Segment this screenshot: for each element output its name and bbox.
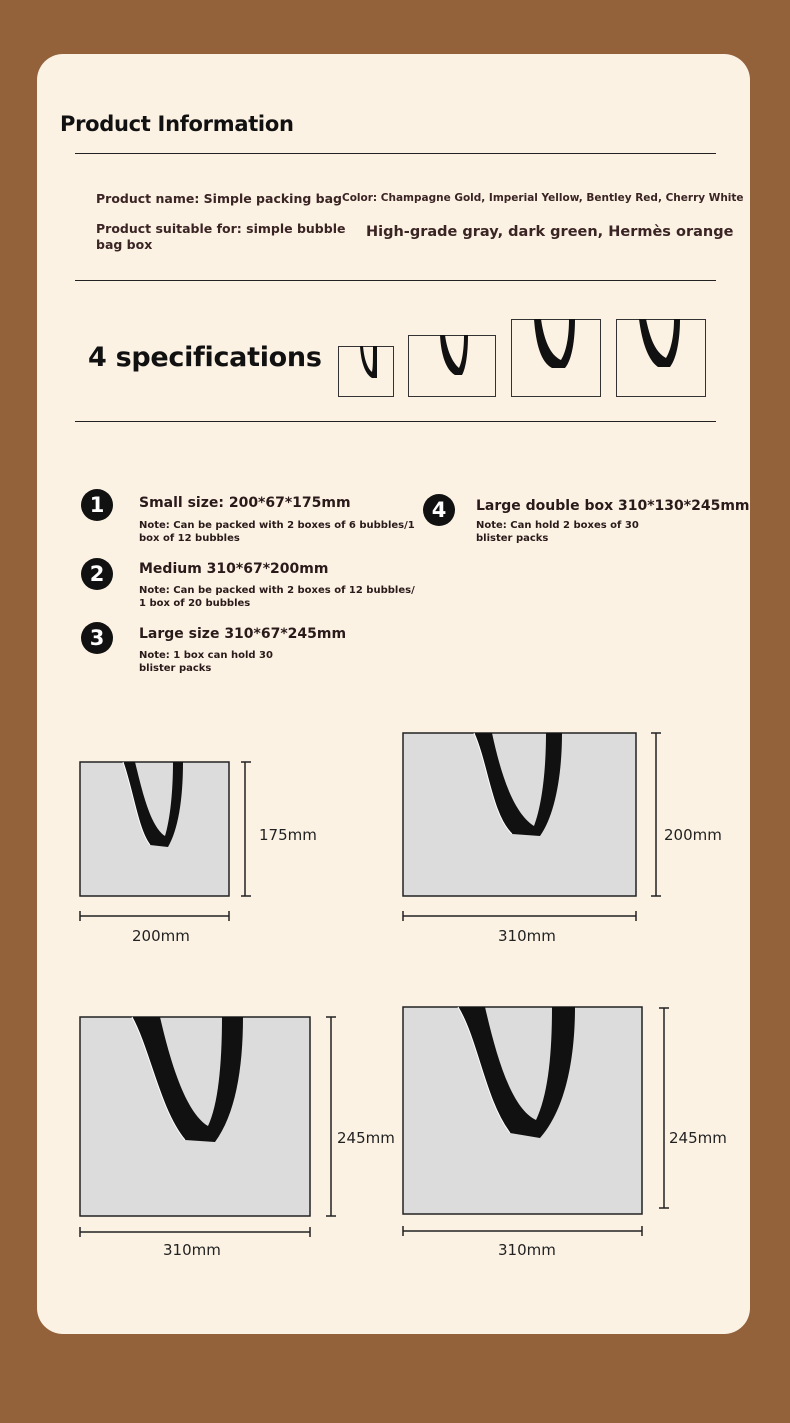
spec-4-note-line1: Note: Can hold 2 boxes of 30 xyxy=(476,520,639,531)
spec-4-note-line2: blister packs xyxy=(476,533,549,544)
spec-2-note-line1: Note: Can be packed with 2 boxes of 12 bubbles/ xyxy=(139,585,415,596)
section-title: Product Information xyxy=(60,112,294,136)
spec-number-2: 2 xyxy=(81,558,113,590)
spec-1-note-line2: box of 12 bubbles xyxy=(139,533,240,544)
spec-number-1: 1 xyxy=(81,489,113,521)
spec-title: 4 specifications xyxy=(88,342,322,373)
color-list-1: Color: Champagne Gold, Imperial Yellow, Bentley Red, Cherry White xyxy=(342,192,744,204)
width-label-2: 310mm xyxy=(498,927,556,945)
spec-4-title: Large double box 310*130*245mm xyxy=(476,498,750,514)
width-label-3: 310mm xyxy=(163,1241,221,1259)
bag-diagram-large xyxy=(80,1017,336,1237)
width-label-4: 310mm xyxy=(498,1241,556,1259)
spec-number-4: 4 xyxy=(423,494,455,526)
bag-diagram-large-double xyxy=(403,1007,669,1236)
suitable-for-line2: bag box xyxy=(96,237,153,252)
height-label-4: 245mm xyxy=(669,1129,727,1147)
width-label-1: 200mm xyxy=(132,927,190,945)
color-list-2: High-grade gray, dark green, Hermès orange xyxy=(366,224,734,240)
spec-3-note-line1: Note: 1 box can hold 30 xyxy=(139,650,273,661)
bag-diagram-medium xyxy=(403,733,661,921)
spec-1-note-line1: Note: Can be packed with 2 boxes of 6 bubbles/1 xyxy=(139,520,415,531)
height-label-2: 200mm xyxy=(664,826,722,844)
spec-number-3: 3 xyxy=(81,622,113,654)
spec-2-note-line2: 1 box of 20 bubbles xyxy=(139,598,251,609)
product-name: Product name: Simple packing bag xyxy=(96,191,342,206)
spec-3-note-line2: blister packs xyxy=(139,663,212,674)
spec-2-title: Medium 310*67*200mm xyxy=(139,561,329,577)
spec-1-title: Small size: 200*67*175mm xyxy=(139,495,351,511)
suitable-for-line1: Product suitable for: simple bubble xyxy=(96,221,346,236)
spec-3-title: Large size 310*67*245mm xyxy=(139,626,347,642)
bag-diagram-small xyxy=(80,762,251,921)
height-label-3: 245mm xyxy=(337,1129,395,1147)
height-label-1: 175mm xyxy=(259,826,317,844)
